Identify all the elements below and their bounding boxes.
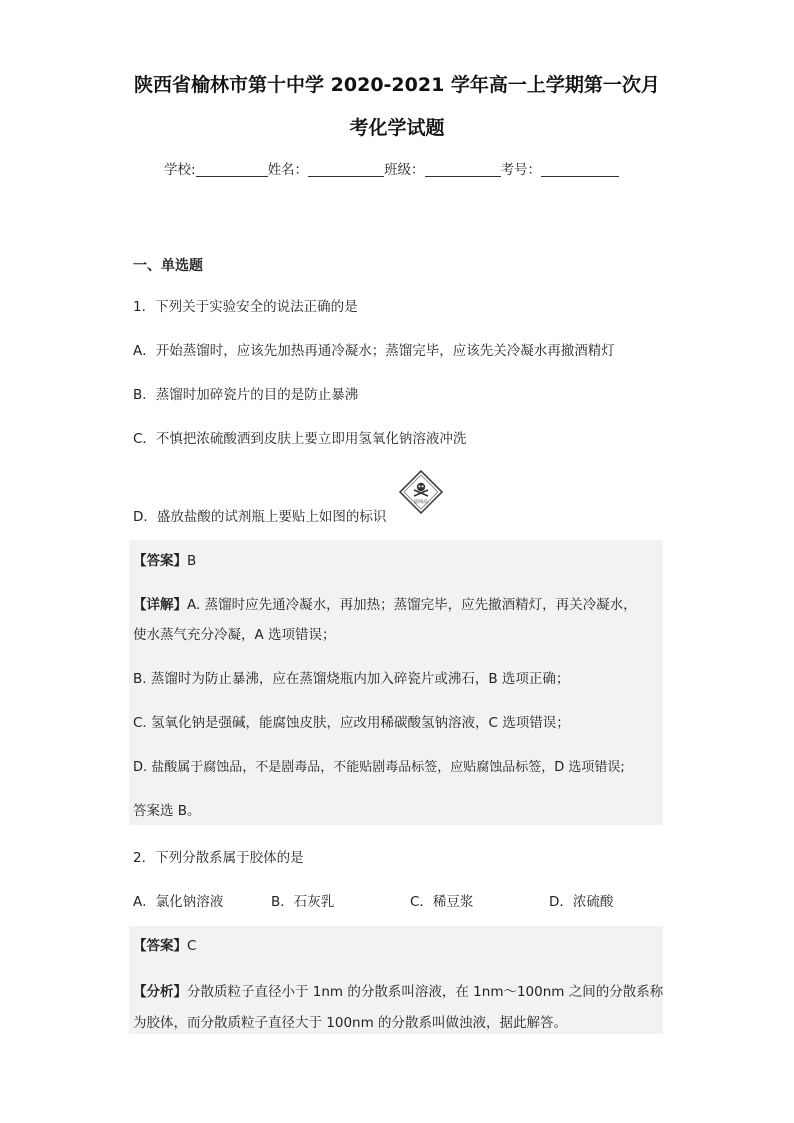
q1-stem: 1．下列关于实验安全的说法正确的是 — [133, 299, 358, 315]
q2-stem: 2．下列分散系属于胶体的是 — [133, 850, 304, 866]
q1-answer-value: B — [187, 553, 197, 569]
name-blank[interactable] — [308, 162, 384, 177]
q2-analysis-line2: 为胶体，而分散质粒子直径大于 100nm 的分散系叫做浊液，据此解答。 — [133, 1015, 568, 1031]
q1-detail-d: D. 盐酸属于腐蚀品，不是剧毒品，不能贴剧毒品标签，应贴腐蚀品标签，D 选项错误; — [133, 760, 625, 775]
exam-number-blank[interactable] — [541, 162, 619, 177]
q2-analysis-line1 — [133, 980, 663, 1000]
q2-analysis-text: 分散质粒子直径小于 1nm 的分散系叫溶液，在 1nm～100nm 之间的分散系称 — [187, 984, 664, 1000]
section-title: 一、单选题 — [133, 258, 203, 274]
q2-analysis-tag: 【分析】 — [133, 984, 187, 1000]
class-blank[interactable] — [425, 162, 501, 177]
q1-detail-tag: 【详解】 — [133, 597, 187, 613]
exam-number-label: 考号： — [500, 162, 542, 178]
q1-detail-a-line1 — [133, 593, 637, 613]
q1-detail-c: C. 氢氧化钠是强碱，能腐蚀皮肤，应改用稀碳酸氢钠溶液，C 选项错误； — [133, 715, 570, 731]
q2-option-c: C．稀豆浆 — [410, 894, 474, 910]
q1-option-b: B．蒸馏时加碎瓷片的目的是防止暴沸 — [133, 387, 359, 403]
name-label: 姓名： — [267, 162, 309, 178]
student-info-row — [164, 158, 619, 178]
q2-answer — [133, 934, 196, 954]
q1-option-a: A．开始蒸馏时，应该先加热再通冷凝水；蒸馏完毕，应该先关冷凝水再撤酒精灯 — [133, 343, 615, 359]
q2-option-a: A．氯化钠溶液 — [133, 894, 224, 910]
document-title-line2: 考化学试题 — [349, 117, 445, 139]
q1-answer-tag: 【答案】 — [133, 553, 187, 569]
q2-option-b: B．石灰乳 — [271, 894, 335, 910]
toxic-hazard-label-icon — [399, 470, 443, 514]
q1-detail-a-line2: 使水蒸气充分冷凝，A 选项错误； — [133, 627, 336, 643]
q2-option-d: D．浓硫酸 — [549, 894, 614, 910]
hazard-label-text: 剧毒品 — [414, 500, 428, 505]
q1-conclusion: 答案选 B。 — [133, 803, 201, 819]
school-blank[interactable] — [196, 162, 268, 177]
document-title-line1: 陕西省榆林市第十中学 2020-2021 学年高一上学期第一次月 — [134, 74, 660, 96]
q1-option-d: D．盛放盐酸的试剂瓶上要贴上如图的标识 — [133, 509, 387, 525]
school-label: 学校: — [164, 162, 196, 178]
q1-option-c: C．不慎把浓硫酸洒到皮肤上要立即用氢氧化钠溶液冲洗 — [133, 431, 467, 447]
q1-detail-a-text: A. 蒸馏时应先通冷凝水，再加热；蒸馏完毕，应先撤酒精灯，再关冷凝水， — [187, 597, 637, 613]
class-label: 班级： — [384, 162, 425, 178]
q1-detail-b: B. 蒸馏时为防止暴沸，应在蒸馏烧瓶内加入碎瓷片或沸石，B 选项正确； — [133, 671, 570, 687]
q1-answer — [133, 549, 196, 569]
q2-answer-value: C — [187, 938, 197, 954]
q2-answer-tag: 【答案】 — [133, 938, 187, 954]
